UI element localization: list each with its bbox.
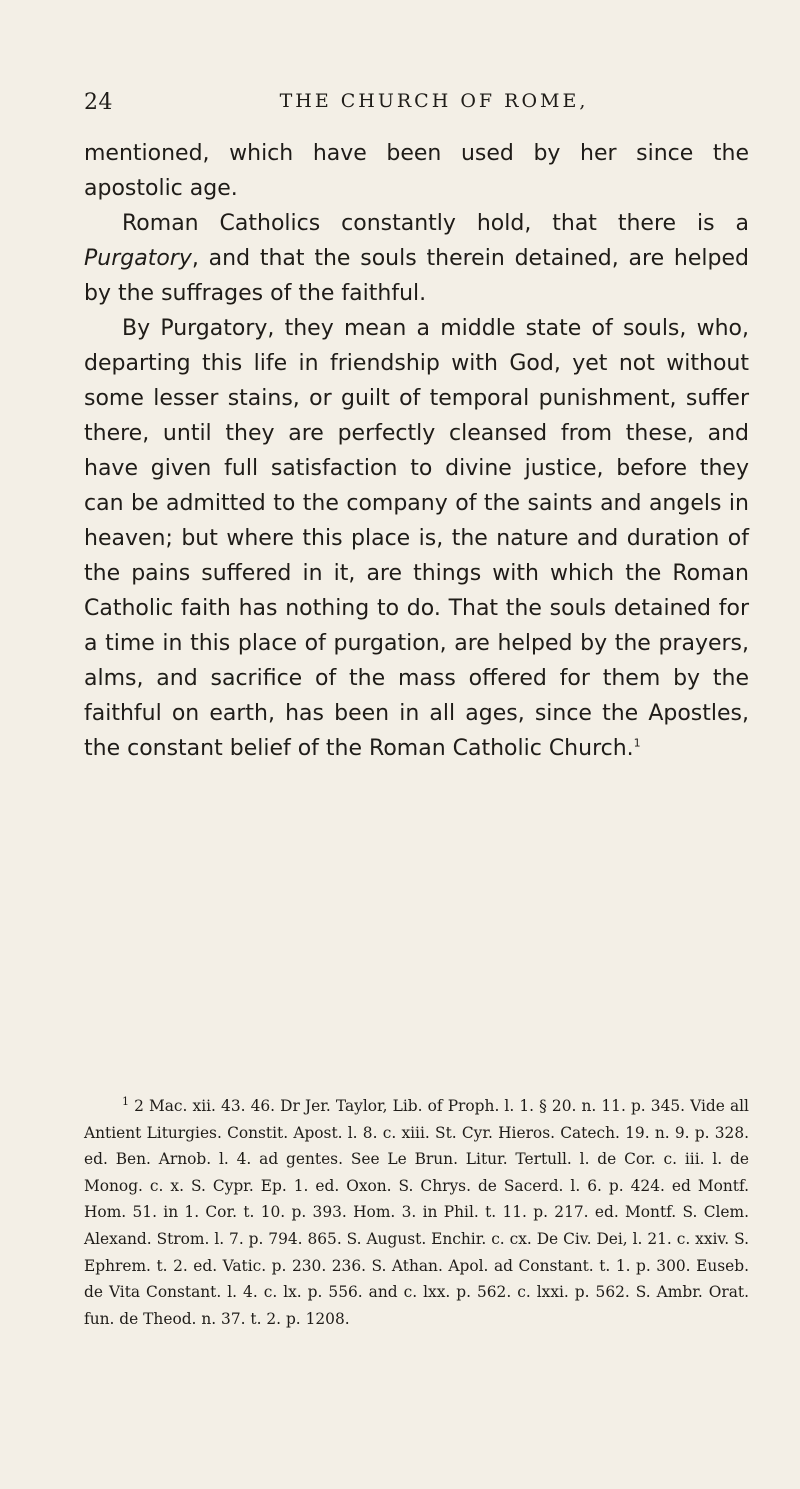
footnote-1-text: 2 Mac. xii. 43. 46. Dr Jer. Taylor, Lib. of Proph. l. 1. § 20. n. 11. p. 345. Vide all Antient Liturgies. Constit. Apost. l. 8. c. xiii. St. Cyr. Hieros. Catech. 19. n. 9. p. 328. ed. Ben. Arnob. l. 4. ad gentes. See Le Brun. Litur. Tertull. l. de Cor. c. iii. l. de Monog. c. x. S. Cypr. Ep. 1. ed. Oxon. S. Chrys. de Sacerd. l. 6. p. 424. ed Montf. Hom. 51. in 1. Cor. t. 10. p. 393. Hom. 3. in Phil. t. 11. p. 217. ed. Montf. S. Clem. Alexand. Strom. l. 7. p. 794. 865. S. August. Enchir. c. cx. De Civ. Dei, l. 21. c. xxiv. S. Ephrem. t. 2. ed. Vatic. p. 230. 236. S. Athan. Apol. ad Constant. t. 1. p. 300. Euseb. de Vita Constant. l. 4. c. lx. p. 556. and c. lxx. p. 562. c. lxxi. p. 562. S. Ambr. Orat. fun. de Theod. n. 37. t. 2. p. 1208.	[84, 1097, 749, 1328]
footnotes	[84, 1093, 749, 1332]
page-header	[84, 90, 744, 130]
paragraph-3-text: By Purgatory, they mean a middle state of souls, who, departing this life in friendship with God, yet not without some lesser stains, or guilt of temporal punishment, suffer there, until they are perfectly cleansed from these, and have given full satisfaction to divine justice, before they can be admitted to the company of the saints and angels in heaven; but where this place is, the nature and duration of the pains suffered in it, are things with which the Roman Catholic faith has nothing to do. That the souls detained for a time in this place of purgation, are helped by the prayers, alms, and sacrifice of the mass offered for them by the faithful on earth, has been in all ages, since the Apostles, the constant belief of the Roman Catholic Church.	[84, 316, 749, 761]
paragraph-continuation	[84, 136, 749, 206]
footnote-reference: 1	[633, 736, 641, 750]
paragraph-1-text: mentioned, which have been used by her since the apostolic age.	[84, 141, 749, 201]
paragraph-purgatory	[84, 206, 749, 311]
page-number: 24	[84, 90, 113, 115]
footnote-marker: 1	[122, 1094, 129, 1108]
paragraph-2-lead: Roman Catholics constantly hold, that there is a	[122, 211, 749, 236]
running-head: THE CHURCH OF ROME,	[279, 90, 589, 112]
paragraph-2-rest: , and that the souls therein detained, are helped by the suffrages of the faithful.	[84, 246, 749, 306]
footnote-1	[84, 1093, 749, 1332]
main-text	[84, 136, 749, 766]
paragraph-definition	[84, 311, 749, 766]
purgatory-term: Purgatory	[84, 246, 192, 271]
